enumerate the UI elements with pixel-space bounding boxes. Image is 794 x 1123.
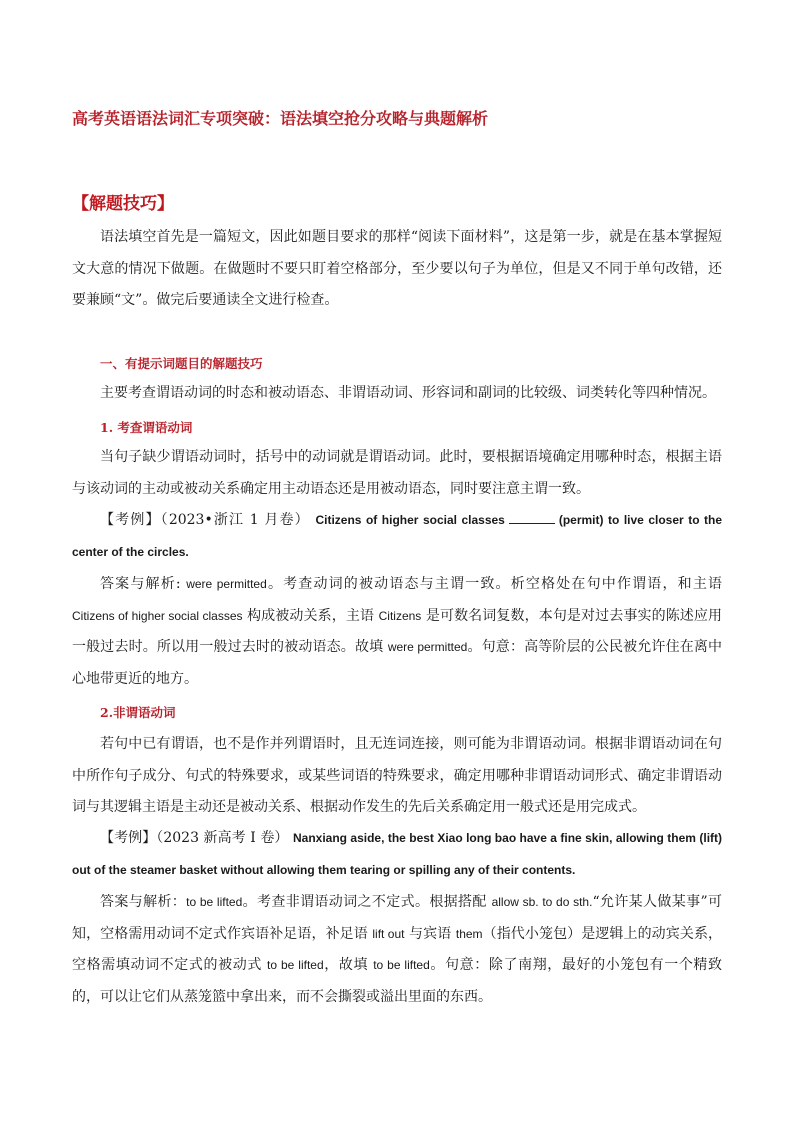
item2-heading: 2.非谓语动词	[100, 705, 176, 720]
part1-heading: 一、有提示词题目的解题技巧	[100, 356, 263, 371]
analysis-english: Citizens	[378, 608, 422, 623]
item1-description: 当句子缺少谓语动词时，括号中的动词就是谓语动词。此时，要根据语境确定用哪种时态，根据主语与该动词的主动或被动关系确定用主动语态还是用被动语态，同时要注意主谓一致。	[72, 449, 722, 497]
analysis-text: 构成被动关系，主语	[247, 607, 375, 624]
answer-word: were permitted	[387, 640, 468, 654]
example-source: （2023•浙江 1 月卷）	[160, 512, 310, 528]
analysis-text: 。句意：高等阶层的公民被允许住在离中心地带更近的地方。	[72, 639, 723, 687]
answer-label: 答案与解析：	[100, 894, 187, 910]
part1-summary: 主要考查谓语动词的时态和被动语态、非谓语动词、形容词和副词的比较级、词类转化等四种情况。	[100, 385, 716, 401]
item1-example	[72, 505, 722, 568]
analysis-text: 。句意：除了南翔，最好的小笼包有一个精致的，可以让它们从蒸笼篮中拿出来，而不会撕裂或溢出里面的东西。	[72, 957, 723, 1005]
example-sentence-start: Citizens of higher social classes	[315, 513, 505, 527]
example-label: 【考例】	[100, 512, 161, 528]
answer-label: 答案与解析:	[100, 576, 181, 592]
analysis-english: them	[455, 926, 483, 941]
analysis-text: （指代小笼包）是逻辑上的动宾关系，空格需填动词不定式的被动式	[72, 925, 723, 973]
answer-word: were permitted	[186, 577, 267, 591]
item2-description: 若句中已有谓语，也不是作并列谓语时，且无连词连接，则可能为非谓语动词。根据非谓语动词在句中所作句子成分、句式的特殊要求，或某些词语的特殊要求，确定用哪种非谓语动词形式、确定非谓语动词与其逻辑主语是主动还是被动关系、根据动作发生的先后关系确定用一般式还是用完成式。	[72, 736, 722, 815]
item1-heading: 1. 考查谓语动词	[100, 420, 193, 435]
example-source: （2023 新高考 I 卷）	[156, 830, 289, 846]
item1-answer	[72, 569, 722, 695]
intro-paragraph: 语法填空首先是一篇短文，因此如题目要求的那样“阅读下面材料”，这是第一步，就是在基本掌握短文大意的情况下做题。在做题时不要只盯着空格部分，至少要以句子为单位，但是又不同于单句改错，还要兼顾“文”。做完后要通读全文进行检查。	[72, 229, 722, 308]
analysis-text: 。考查非谓语动词之不定式。根据搭配	[242, 894, 487, 910]
item2-example	[72, 823, 722, 886]
analysis-text: ，故填	[323, 957, 369, 973]
analysis-english: Citizens of higher social classes	[72, 608, 243, 623]
answer-word: to be lifted	[186, 895, 243, 909]
analysis-text: 是可数名词复数，本句是对过去事实的陈述应用一般过去时。所以用一般过去时的被动语态。故填	[72, 607, 723, 655]
answer-word: to be lifted	[267, 958, 324, 972]
analysis-text: 与宾语	[409, 925, 452, 942]
example-label: 【考例】	[100, 830, 157, 846]
example-sentence-end: (permit) to live closer to the center of the circles.	[72, 513, 723, 559]
example-sentence: Nanxiang aside, the best Xiao long bao have a fine skin, allowing them (lift) out of the steamer basket without allowing them tearing or spilling any of their contents.	[72, 831, 723, 877]
answer-word: to be lifted	[373, 958, 430, 972]
analysis-text: “允许某人做某事”可知，空格需用动词不定式作宾语补足语，补足语	[72, 894, 723, 942]
answer-blank	[509, 511, 555, 524]
document-title: 高考英语语法词汇专项突破：语法填空抢分攻略与典题解析	[72, 109, 489, 128]
analysis-english: lift out	[372, 926, 405, 941]
item2-answer	[72, 887, 722, 1013]
section-heading: 【解题技巧】	[72, 194, 174, 214]
analysis-text: 。考查动词的被动语态与主谓一致。析空格处在句中作谓语，和主语	[266, 576, 722, 592]
analysis-english: allow sb. to do sth.	[491, 895, 593, 909]
